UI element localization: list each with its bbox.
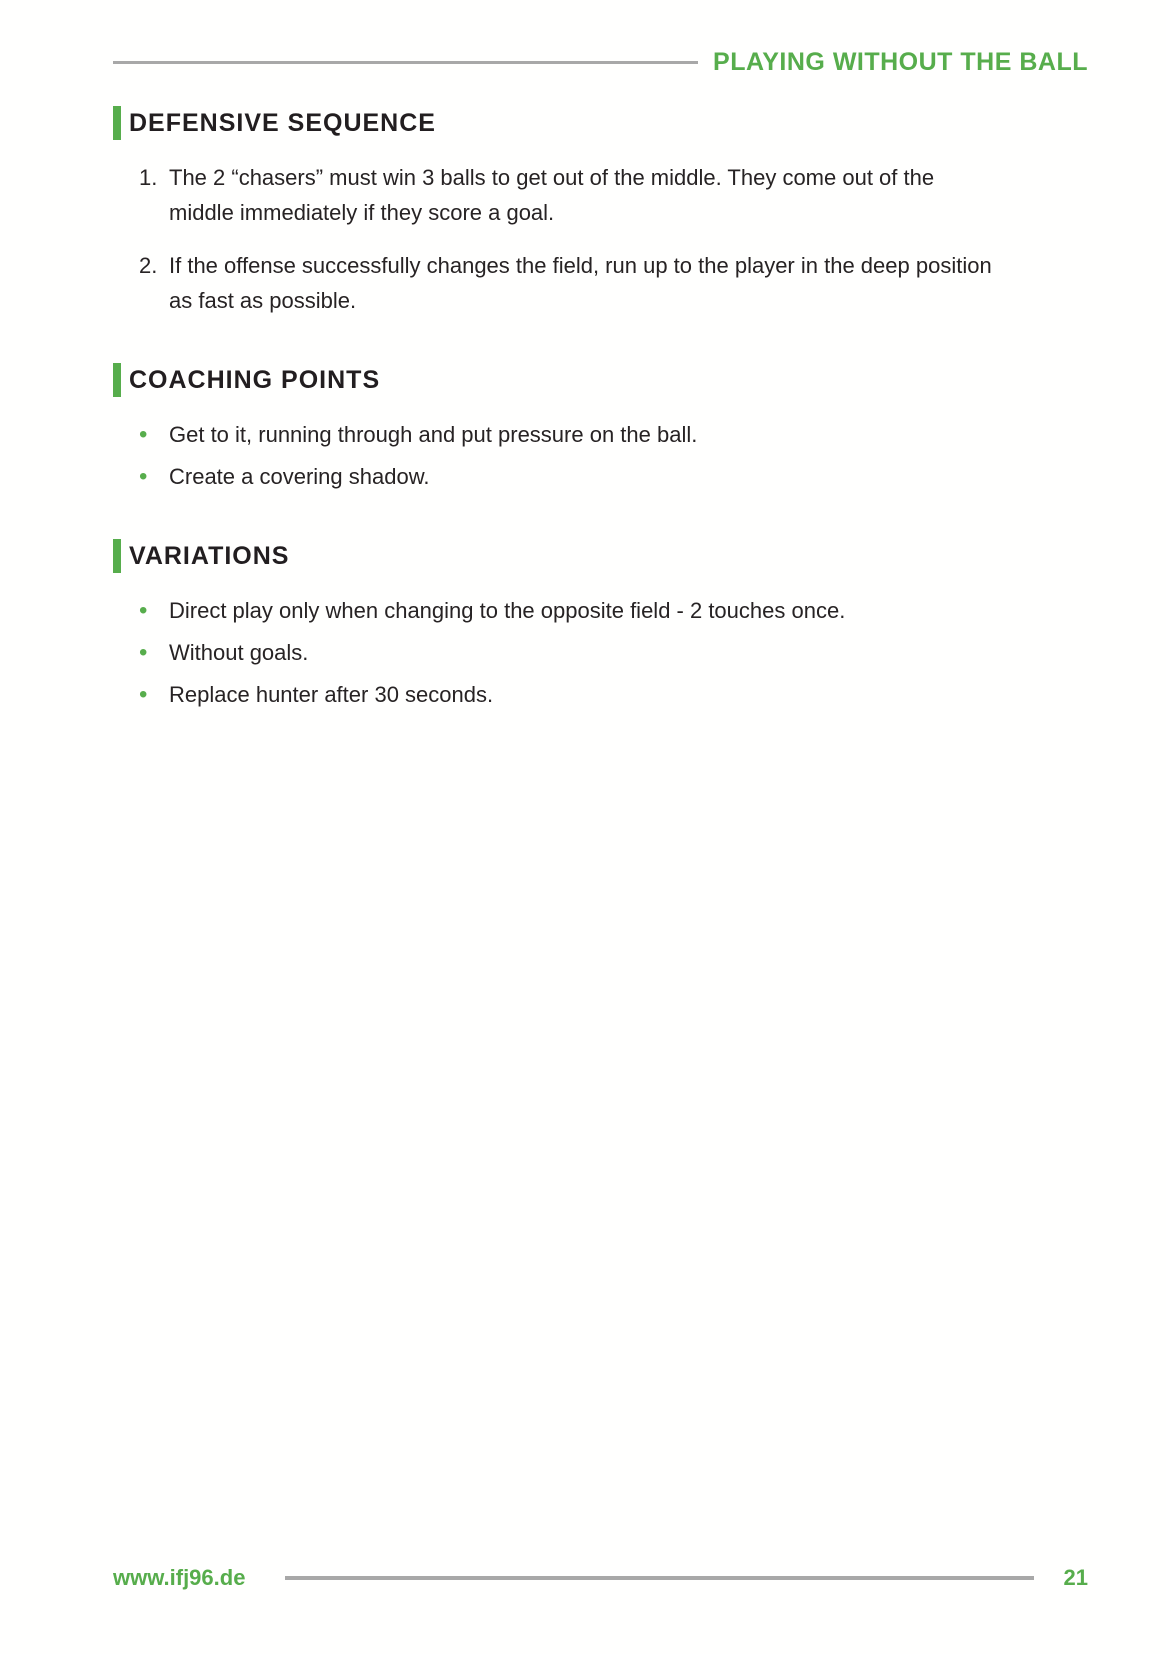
- section-heading-text: COACHING POINTS: [129, 365, 381, 394]
- ordered-list: [113, 160, 1088, 318]
- list-item-text: If the offense successfully changes the field, run up to the player in the deep position as fast as possible.: [169, 253, 992, 313]
- bullet-list: [113, 417, 1088, 494]
- bullet-icon: •: [139, 421, 148, 448]
- list-item: [113, 248, 1088, 318]
- section-heading: [113, 106, 1088, 140]
- bullet-icon: •: [139, 463, 148, 490]
- section-defensive-sequence: [113, 106, 1088, 318]
- list-item-text: Replace hunter after 30 seconds.: [169, 682, 494, 707]
- list-item: [113, 593, 1088, 628]
- list-item-text: Without goals.: [169, 640, 309, 665]
- list-item: [113, 417, 1088, 452]
- page-number: 21: [1063, 1565, 1088, 1590]
- section-heading: [113, 539, 1088, 573]
- list-item-number: 2.: [139, 253, 158, 278]
- list-item-text: The 2 “chasers” must win 3 balls to get out of the middle. They come out of the middle immediately if they score a goal.: [169, 165, 935, 225]
- heading-accent-bar: [113, 539, 121, 573]
- list-item: [113, 677, 1088, 712]
- section-heading: [113, 363, 1088, 397]
- footer-divider-line: [285, 1576, 1033, 1580]
- bullet-icon: •: [139, 681, 148, 708]
- chapter-title: PLAYING WITHOUT THE BALL: [713, 48, 1088, 76]
- section-heading-text: DEFENSIVE SEQUENCE: [129, 108, 436, 137]
- section-heading-text: VARIATIONS: [129, 541, 290, 570]
- header-divider-line: [113, 61, 698, 64]
- bullet-icon: •: [139, 597, 148, 624]
- page-content: [0, 0, 1166, 712]
- section-variations: [113, 539, 1088, 712]
- bullet-icon: •: [139, 639, 148, 666]
- list-item-text: Direct play only when changing to the opposite field - 2 touches once.: [169, 598, 846, 623]
- page-header: [113, 48, 1088, 77]
- bullet-list: [113, 593, 1088, 712]
- section-coaching-points: [113, 363, 1088, 494]
- heading-accent-bar: [113, 106, 121, 140]
- website-link[interactable]: www.ifj96.de: [113, 1565, 246, 1590]
- list-item: [113, 160, 1088, 230]
- list-item-number: 1.: [139, 165, 158, 190]
- list-item: [113, 459, 1088, 494]
- list-item: [113, 635, 1088, 670]
- list-item-text: Get to it, running through and put pressure on the ball.: [169, 422, 698, 447]
- heading-accent-bar: [113, 363, 121, 397]
- list-item-text: Create a covering shadow.: [169, 464, 430, 489]
- page-footer: [113, 1565, 1088, 1591]
